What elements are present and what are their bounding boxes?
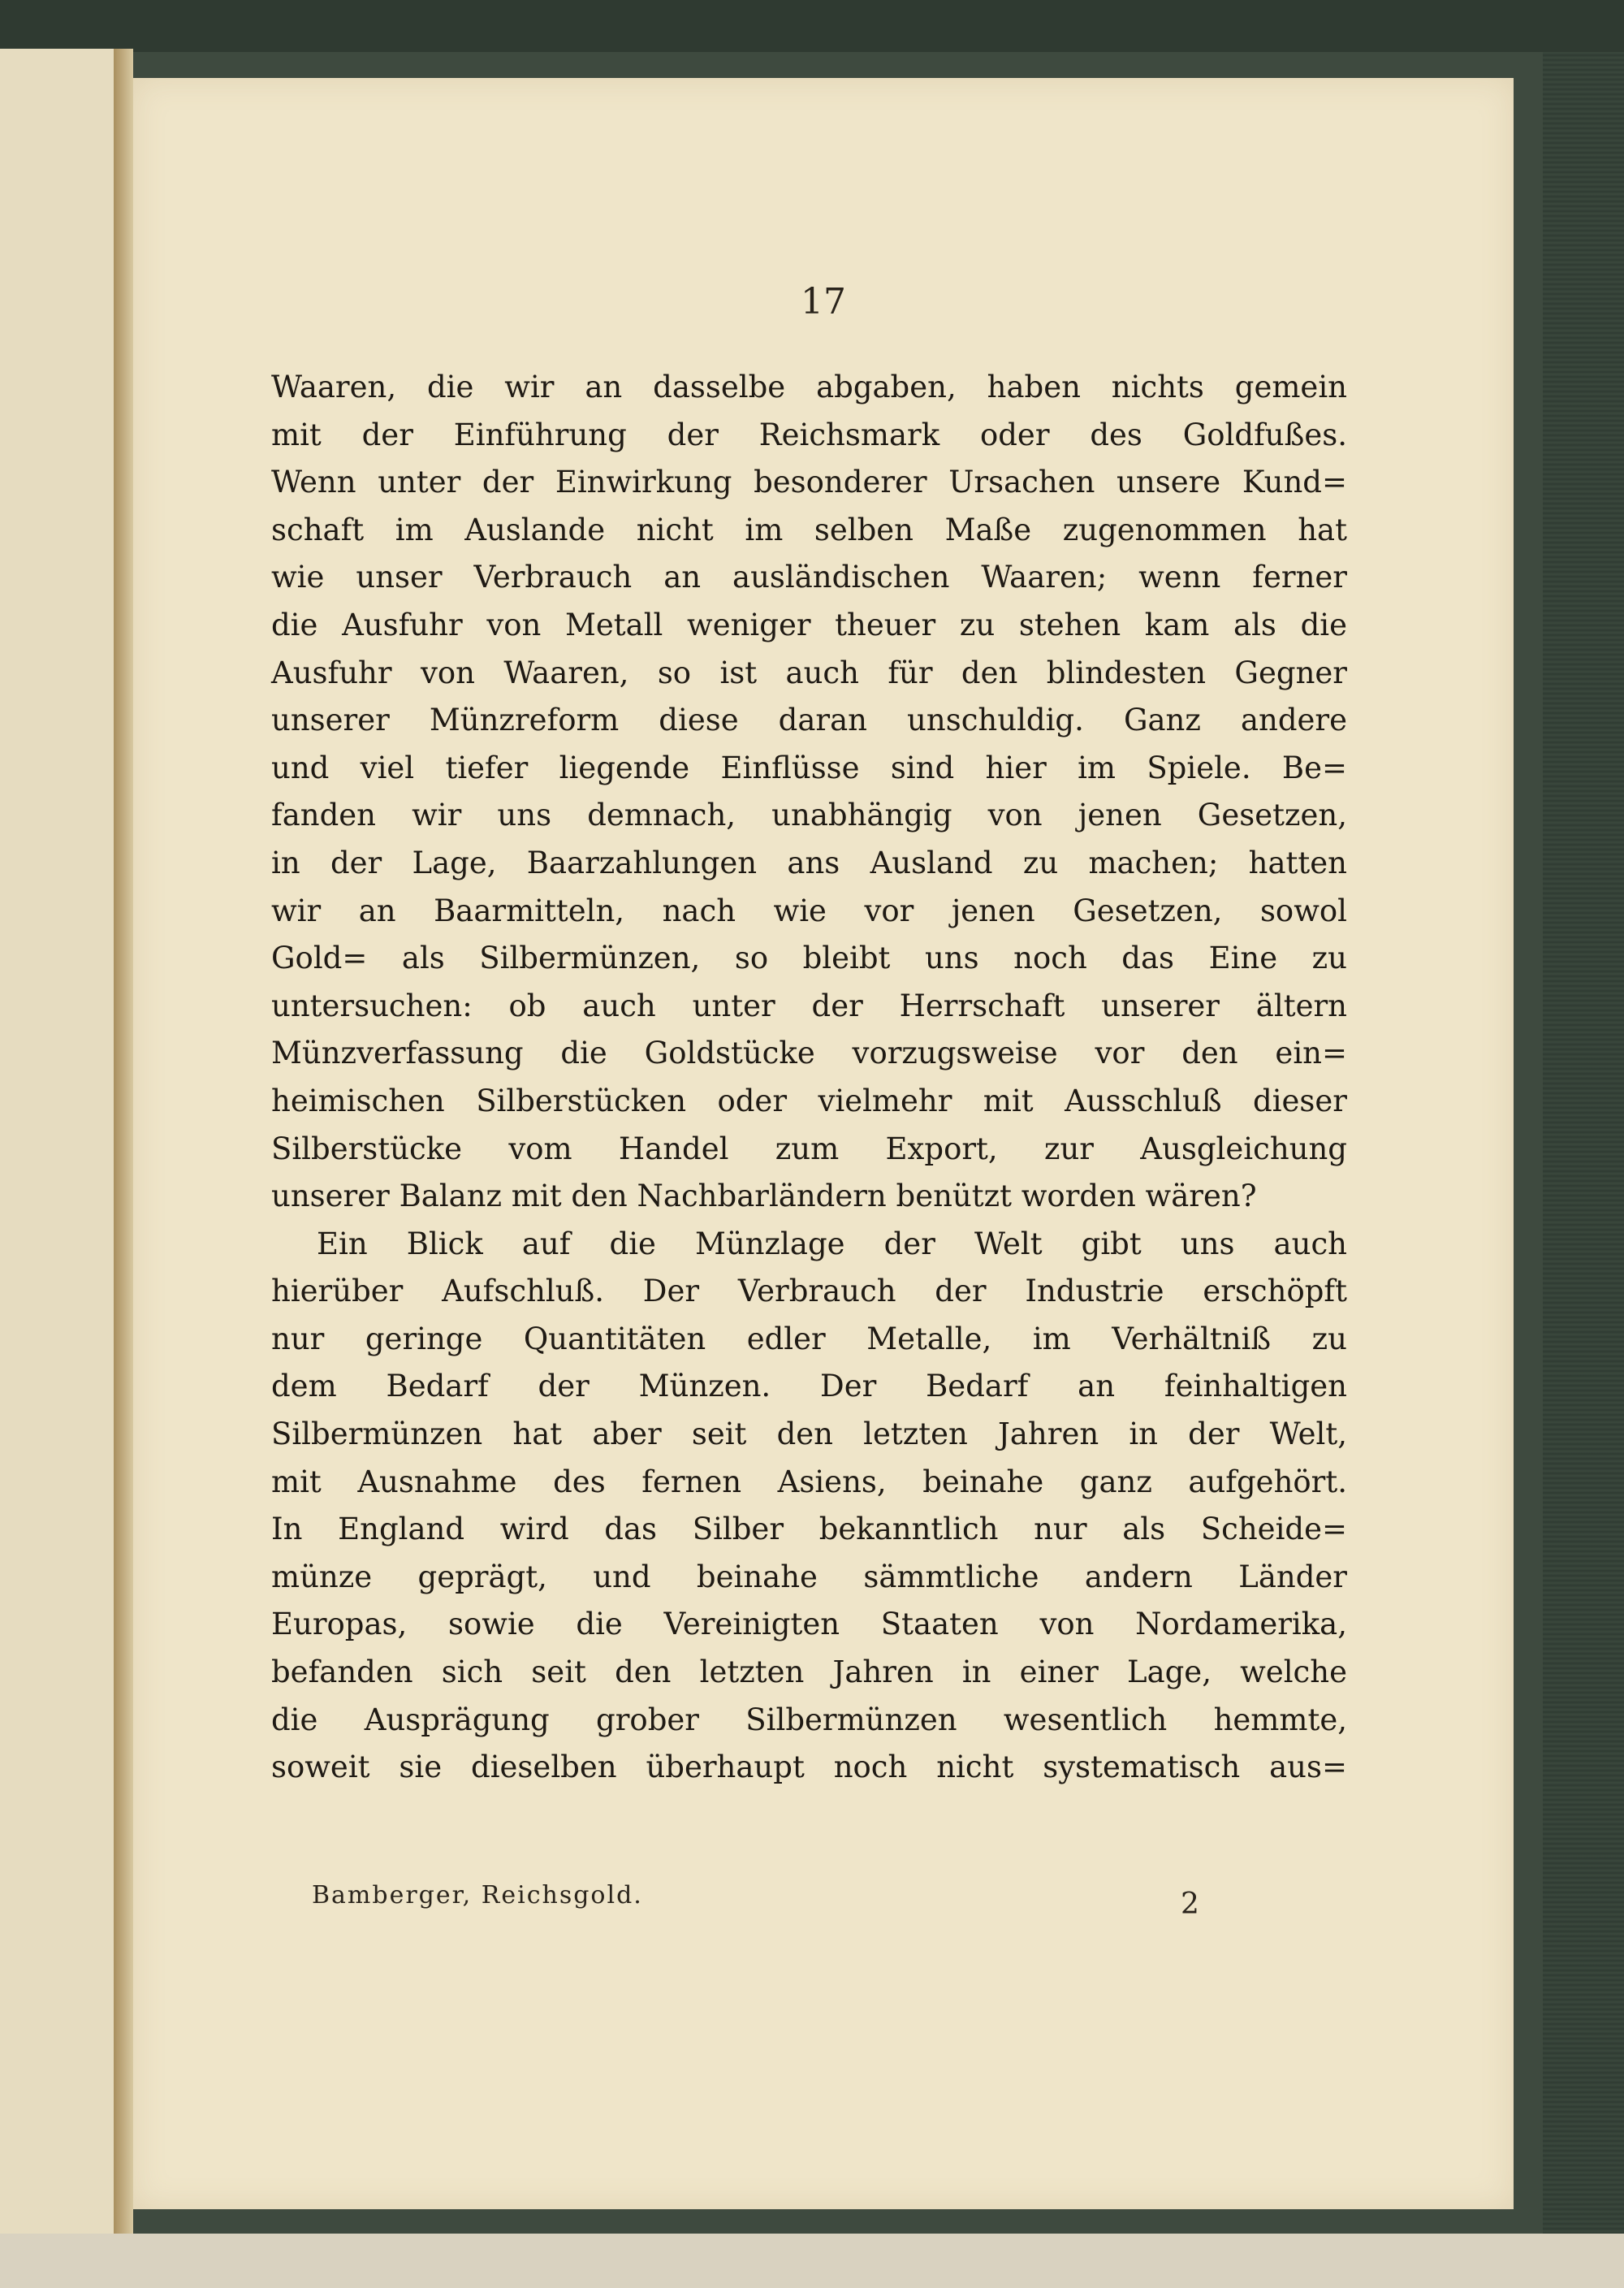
text-line: Ein Blick auf die Münzlage der Welt gibt uns auch: [317, 1226, 1347, 1261]
text-line: die Ausfuhr von Metall weniger theuer zu stehen kam als die: [271, 607, 1347, 642]
text-line: In England wird das Silber bekanntlich nur als Scheide=: [271, 1512, 1347, 1547]
scan-background-bottom: [0, 2234, 1624, 2288]
text-line: Münzverfassung die Goldstücke vorzugsweise vor den ein=: [271, 1036, 1347, 1071]
text-line: wir an Baarmitteln, nach wie vor jenen Gesetzen, sowol: [271, 893, 1347, 928]
text-line: Gold= als Silbermünzen, so bleibt uns noch das Eine zu: [271, 941, 1347, 976]
book-gutter: [114, 49, 133, 2234]
text-line: soweit sie dieselben überhaupt noch nicht systematisch aus=: [271, 1750, 1347, 1785]
text-line: und viel tiefer liegende Einflüsse sind hier im Spiele. Be=: [271, 750, 1347, 785]
text-line: Europas, sowie die Vereinigten Staaten von Nordamerika,: [271, 1607, 1347, 1642]
facing-page-edge: [0, 49, 119, 2234]
text-line: mit der Einführung der Reichsmark oder des Goldfußes.: [271, 417, 1347, 452]
text-line: untersuchen: ob auch unter der Herrschaft unserer ältern: [271, 988, 1347, 1023]
text-line: in der Lage, Baarzahlungen ans Ausland zu machen; hatten: [271, 845, 1347, 880]
book-page: [133, 78, 1514, 2209]
text-line: Ausfuhr von Waaren, so ist auch für den blindesten Gegner: [271, 655, 1347, 690]
book-cover-right: [1543, 52, 1624, 2234]
book-cover-top: [0, 0, 1624, 52]
body-text: [271, 364, 1347, 1792]
signature-mark: 2: [1181, 1888, 1199, 1921]
page-number: 17: [801, 281, 846, 322]
text-line: befanden sich seit den letzten Jahren in einer Lage, welche: [271, 1654, 1347, 1690]
text-line: heimischen Silberstücken oder vielmehr mit Ausschluß dieser: [271, 1083, 1347, 1118]
text-line: unserer Balanz mit den Nachbarländern benützt worden wären?: [271, 1179, 1257, 1214]
text-line: münze geprägt, und beinahe sämmtliche andern Länder: [271, 1559, 1347, 1594]
text-line: hierüber Aufschluß. Der Verbrauch der Industrie erschöpft: [271, 1274, 1347, 1309]
text-line: Silberstücke vom Handel zum Export, zur Ausgleichung: [271, 1131, 1347, 1166]
text-line: Wenn unter der Einwirkung besonderer Ursachen unsere Kund=: [271, 465, 1347, 500]
text-line: Silbermünzen hat aber seit den letzten Jahren in der Welt,: [271, 1416, 1347, 1452]
text-line: die Ausprägung grober Silbermünzen wesentlich hemmte,: [271, 1702, 1347, 1737]
text-line: fanden wir uns demnach, unabhängig von jenen Gesetzen,: [271, 798, 1347, 833]
text-line: unserer Münzreform diese daran unschuldig. Ganz andere: [271, 703, 1347, 738]
text-line: dem Bedarf der Münzen. Der Bedarf an feinhaltigen: [271, 1369, 1347, 1404]
text-line: wie unser Verbrauch an ausländischen Waaren; wenn ferner: [271, 560, 1347, 595]
text-line: schaft im Auslande nicht im selben Maße zugenommen hat: [271, 512, 1347, 547]
text-line: Waaren, die wir an dasselbe abgaben, haben nichts gemein: [271, 370, 1347, 404]
text-line: mit Ausnahme des fernen Asiens, beinahe ganz aufgehört.: [271, 1464, 1347, 1499]
text-line: nur geringe Quantitäten edler Metalle, im Verhältniß zu: [271, 1321, 1347, 1356]
footer-author: Bamberger, Reichsgold.: [312, 1881, 643, 1910]
